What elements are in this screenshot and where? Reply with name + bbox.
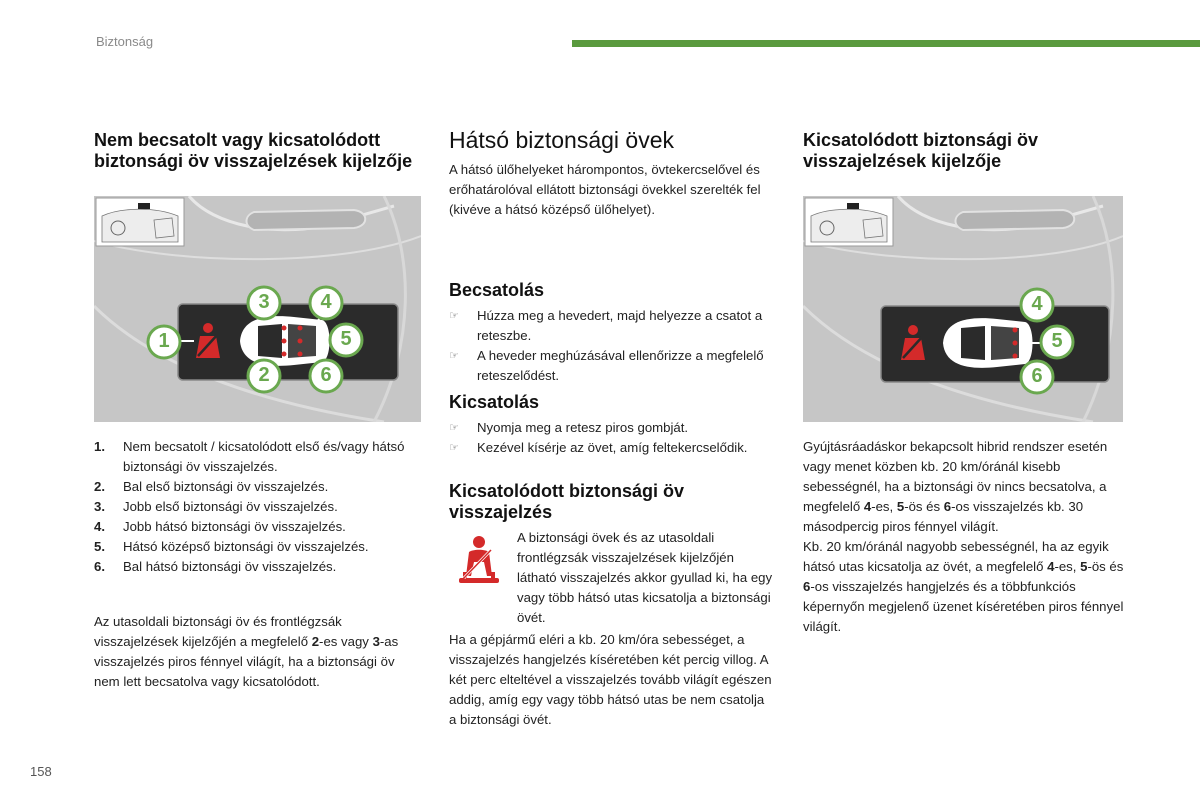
callout-6: 6 [1019,359,1055,400]
right-heading: Kicsatolódott biztonsági öv visszajelzések kijelzője [803,130,1039,171]
left-paragraph: Az utasoldali biztonsági öv és frontlégzsák visszajelzések kijelzőjén a megfelelő 2-es vagy 3-as visszajelzés piros fénnyel világít, ha a biztonsági öv nem lett becsatolva vagy kicsatolódott. [94,614,399,689]
page-title: Hátsó biztonsági övek [449,127,675,153]
right-column [803,130,1123,172]
callout-6: 6 [308,358,344,399]
middle-column [449,126,779,154]
kicsatolas-section [449,392,779,413]
list-item: ☞ Húzza meg a hevedert, majd helyezze a csatot a reteszbe. [449,308,763,343]
page-number: 158 [30,764,52,779]
seatbelt-warning-icon [449,532,509,592]
right-paragraph-2: Kb. 20 km/óránál nagyobb sebességnél, ha az egyik hátsó utas kicsatolja az övét, a megfelelő 4-es, 5-ös és 6-os visszajelzés hangjelzés és a többfunkciós képernyőn megjelenő üzenet kíséretében piros fénnyel világít. [803,539,1124,634]
callout-5: 5 [328,322,364,363]
right-paragraph-1: Gyújtásráadáskor bekapcsolt hibrid rendszer esetén vagy menet közben kb. 20 km/óránál kisebb sebességnél, ha a biztonsági öv nincs becsatolva, a megfelelő 4-es, 5-ös és 6-os visszajelzés kb. 30 másodpercig piros fénnyel világít. [803,439,1108,534]
becsatolas-section [449,280,779,301]
list-item: ☞ Kezével kísérje az övet, amíg feltekercselődik. [449,438,769,458]
kicsatolodott-section [449,481,749,523]
warning-block [449,528,779,632]
left-heading: Nem becsatolt vagy kicsatolódott biztonsági öv visszajelzések kijelzője [94,130,413,171]
kicsatolodott-heading: Kicsatolódott biztonsági öv visszajelzés [449,481,685,522]
dashboard-illustration [803,196,1123,422]
rear-belt-display-figure [803,196,1123,422]
arrow-icon: ☞ [449,422,459,434]
list-item: 3. Jobb első biztonsági öv visszajelzés. [94,499,338,514]
callout-2: 2 [246,358,282,399]
front-belt-display-figure [94,196,421,422]
left-numbered-list [94,437,424,577]
kicsatolas-list [449,418,769,458]
becsatolas-heading: Becsatolás [449,280,545,300]
left-column [94,130,424,172]
callout-5: 5 [1039,324,1075,365]
kicsatolas-heading: Kicsatolás [449,392,540,412]
arrow-icon: ☞ [449,310,459,322]
callout-4: 4 [308,285,344,326]
list-item: 4. Jobb hátsó biztonsági öv visszajelzés. [94,519,346,534]
callout-3: 3 [246,285,282,326]
section-title: Biztonság [96,34,154,49]
list-item: ☞ A heveder meghúzásával ellenőrizze a megfelelő reteszelődést. [449,348,764,383]
right-paragraphs [803,437,1125,637]
arrow-icon: ☞ [449,350,459,362]
list-item: 1. Nem becsatolt / kicsatolódott első és/vagy hátsó biztonsági öv visszajelzés. [94,439,405,474]
list-item: 5. Hátsó középső biztonsági öv visszajelzés. [94,539,369,554]
becsatolas-list [449,306,769,386]
arrow-icon: ☞ [449,442,459,454]
callout-1: 1 [146,324,182,365]
warning-text: A biztonsági övek és az utasoldali frontlégzsák visszajelzések kijelzőjén látható visszajelzés akkor gyullad ki, ha egy vagy több hátsó utas kicsatolja a biztonsági övét. [517,530,773,625]
kicsatolodott-paragraph: Ha a gépjármű eléri a kb. 20 km/óra sebességet, a visszajelzés hangjelzés kíséretében két percig villog. A két perc elteltével a visszajelzés tovább világít egészen addig, amíg egy vagy több hátsó utas be nem csatolja a biztonsági övét. [449,632,772,727]
header-accent-bar [572,40,1200,47]
callout-4: 4 [1019,287,1055,328]
list-item: ☞ Nyomja meg a retesz piros gombját. [449,418,769,438]
list-item: 2. Bal első biztonsági öv visszajelzés. [94,479,329,494]
list-item: 6. Bal hátsó biztonsági öv visszajelzés. [94,559,337,574]
intro-paragraph: A hátsó ülőhelyeket hárompontos, övtekercselővel és erőhatárolóval ellátott biztonsági övekkel szerelték fel (kivéve a hátsó középső ülőhelyet). [449,162,761,217]
